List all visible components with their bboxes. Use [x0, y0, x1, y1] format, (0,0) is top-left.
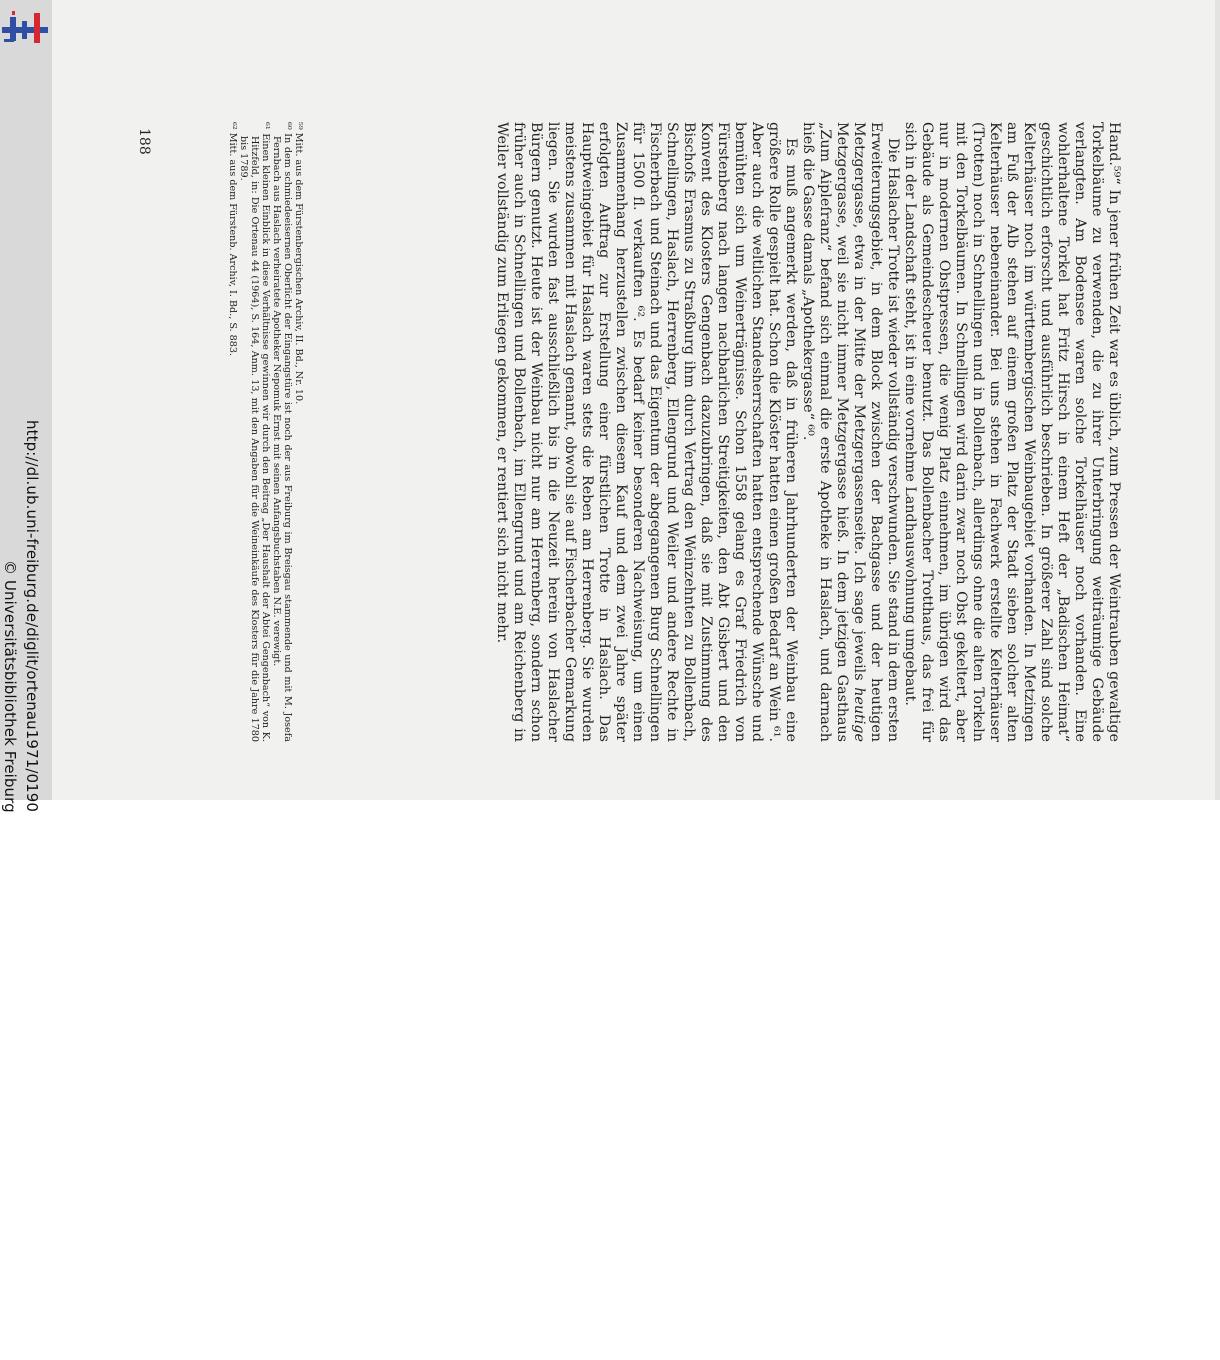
page-edge	[1215, 0, 1220, 800]
paragraph-2-part-a: Die Haslacher Trotte ist wieder vollständig verschwunden. Sie stand in dem ersten Erweiterungsgebiet, in dem Block zwischen der Bachgasse und der heutigen Metzgergasse, etwa in der Mitte der Metzgergassenseite. Ich sage jeweils	[851, 122, 901, 742]
footnotes	[227, 122, 304, 742]
university-library-logo-icon	[2, 5, 48, 51]
footnote-60: ⁶⁰ In dem schmiedeeisernen Oberlicht der Eingangstüre ist noch der aus Freiburg im Breisgau stammende und mit M. Josefa Fernbach aus Haslach verheiratete Apotheker Nepomuk Ernst mit seinen Anfangsbuchstaben N.E. verewigt.	[271, 122, 293, 742]
emphasis-heutige: heutige	[851, 687, 867, 742]
page-number: 188	[136, 128, 152, 155]
paragraph-2-part-b: Metzgergasse, weil sie nicht immer Metzgergasse hieß. In dem jetzigen Gasthaus „Zum Aipleſranz“ befand sich einmal die erste Apotheke in Haslach, und darnach hieß die Gasse damals „Apothekergasse“ ⁶⁰.	[800, 122, 850, 742]
footnote-59: ⁵⁹ Mitt. aus dem Fürstenbergischen Archiv, II. Bd., Nr. 10.	[293, 122, 304, 405]
paragraph-3: Es muß angemerkt werden, daß in früheren Jahrhunderten der Weinbau eine größere Rolle gespielt hat. Schon die Klöster hatten einen großen Bedarf an Wein ⁶¹. Aber auch die weltlichen Standesherrschaften hatten entsprechende Wünsche und bemühten sich um Weinerträgnisse. Schon 1558 gelang es Graf Friedrich von Fürstenberg nach langen nachbarlichen Streitigkeiten, den Abt Gisbert und den Konvent des Klosters Gengenbach dazuzubringen, daß sie mit Zustimmung des Bischofs Erasmus zu Straßburg ihm durch Vertrag den Weinzehnten zu Bollenbach, Schnellingen, Haslach, Herrenberg, Ellengrund und Weiler und andere Rechte in Fischerbach und Steinach und das Eigentum der abgegangenen Burg Schnellingen für 1500 fl. verkauften ⁶². Es bedarf keiner besonderen Nachweisung, um einen Zusammenhang herzustellen zwischen diesem Kauf und dem zwei Jahre später erfolgten Auftrag zur Erstellung einer fürstlichen Trotte in Haslach. Das Hauptweingebiet für Haslach waren stets die Reben am Herrenberg. Sie wurden meistens zusammen mit Haslach genannt, obwohl sie auf Fischerbacher Gemarkung liegen. Sie wurden fast ausschließlich bis in die Neuzeit herein von Haslacher Bürgern genutzt. Heute ist der Weinbau nicht nur am Herrenberg, sondern schon früher auch in Schnellingen und Bollenbach, im Ellengrund und am Reichenberg in Weiler vollständig zum Erliegen gekommen, er rentiert sich nicht mehr.	[494, 122, 799, 742]
watermark-copyright: © Universitätsbibliothek Freiburg	[1, 560, 19, 813]
paragraph-1: Hand.⁵⁹“ In jener frühen Zeit war es üblich, zum Pressen der Weintrauben gewaltige Torkelbäume zu verwenden, die zu ihrer Unterbringung weiträumige Gebäude verlangten. Am Bodensee waren solche Torkelhäuser noch vorhanden. Eine wohlerhaltene Torkel hat Fritz Hirsch in einem Heft der „Badischen Heimat“ geschichtlich erforscht und ausführlich beschrieben. In größerer Zahl sind solche Kelterhäuser noch im württembergischen Weinbaugebiet vorhanden. In Metzingen am Fuß der Alb stehen auf einem großen Platz der Stadt sieben solcher alten Kelterhäuser nebeneinander. Bei uns stehen in Fachwerk erstellte Kelterhäuser (Trotten) noch in Schnellingen und in Bollenbach, allerdings ohne die alten Torkeln mit den Torkelbäumen. In Schnellingen wird darin zwar noch Obst gekeltert, aber nur in modernen Obstpressen, die wenig Platz einnehmen, im übrigen wird das Gebäude als Gemeindescheuer benutzt. Das Bollenbacher Trotthaus, das frei für sich in der Landschaft steht, ist in eine vornehme Landhauswohnung umgebaut.	[902, 122, 1122, 742]
watermark-url: http://dl.ub.uni-freiburg.de/diglit/ortenau1971/0190	[23, 420, 41, 813]
footnote-61: ⁶¹ Einen kleinen Einblick in diese Verhältnisse gewinnen wir durch den Beitrag „Der Haushalt der Abtei Gengenbach“ von K. Hitzfeld, in: Die Ortenau 44 (1964), S. 164, Anm. 13, mit den Angaben für die Weineinkäufe des Klosters für die Jahre 1780 bis 1789.	[238, 122, 271, 742]
body-text	[493, 122, 1122, 742]
paragraph-2	[799, 122, 901, 742]
footnote-62: ⁶² Mitt. aus dem Fürstenb. Archiv, I. Bd., S. 883.	[227, 122, 238, 357]
